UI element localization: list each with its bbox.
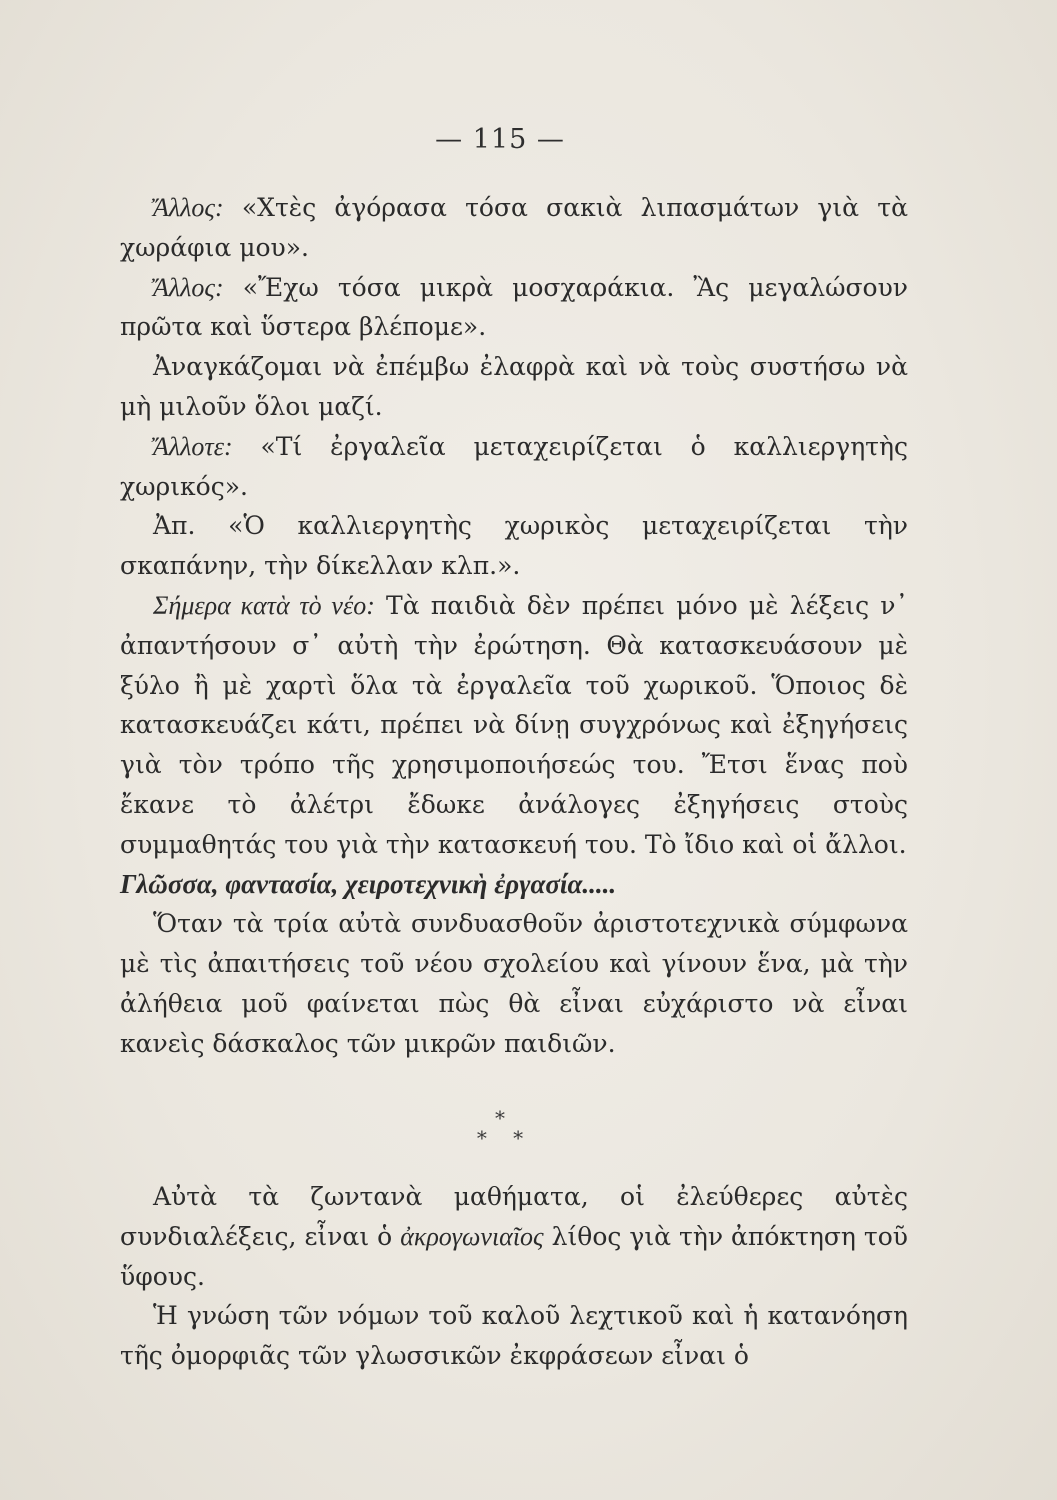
paragraph-text: Ἀπ. «Ὁ καλλιεργητὴς χωρικὸς μεταχειρίζεται τὴν σκαπάνην, τὴν δίκελλαν κλπ.». xyxy=(120,511,908,581)
page-number: — 115 — xyxy=(435,124,565,155)
paragraph-text: «Τί ἐργαλεῖα μεταχειρίζεται ὁ καλλιεργητὴς χωρικός». xyxy=(120,431,908,501)
asterism-top: * xyxy=(495,1106,505,1130)
paragraph-text: Ἀναγκάζομαι νὰ ἐπέμβω ἐλαφρὰ καὶ νὰ τοὺς συστήσω νὰ μὴ μιλοῦν ὅλοι μαζί. xyxy=(120,352,908,421)
paragraph-text: «Ἔχω τόσα μικρὰ μοσχαράκια. Ἂς μεγαλώσουν πρῶτα καὶ ὕστερα βλέπομε». xyxy=(120,272,908,342)
paragraph xyxy=(120,506,908,586)
emphasis-text: Γλῶσσα, φαντασία, χειροτεχνικὴ ἐργασία..... xyxy=(120,868,617,899)
speaker-label: Σήμερα κατὰ τὸ νέο: xyxy=(153,590,375,620)
paragraph xyxy=(120,188,908,268)
italic-word: ἀκρογωνιαῖος xyxy=(400,1221,544,1251)
section-divider-asterism xyxy=(0,1108,1000,1148)
paragraph-text: «Χτὲς ἀγόρασα τόσα σακιὰ λιπασμάτων γιὰ τὰ χωράφια μου». xyxy=(120,193,908,262)
closing-paragraph: Ὅταν τὰ τρία αὐτὰ συνδυασθοῦν ἀριστοτεχνικὰ σύμφωνα μὲ τὶς ἀπαιτήσεις τοῦ νέου σχολείου καὶ γίνουν ἕνα, μὰ τὴν ἀλήθεια μοῦ φαίνεται πὼς θὰ εἶναι εὐχάριστο νὰ εἶναι κανεὶς δάσκαλος τῶν μικρῶν παιδιῶν. xyxy=(120,909,908,1058)
paragraph xyxy=(120,268,908,348)
paragraph xyxy=(120,427,908,507)
speaker-label: Ἄλλος: xyxy=(153,193,224,222)
emphasis-line xyxy=(120,865,908,905)
paragraph xyxy=(120,347,908,427)
paragraph xyxy=(120,586,908,865)
section-two-text-block xyxy=(120,1177,908,1376)
speaker-label: Ἄλλοτε: xyxy=(153,431,233,461)
paragraph-text: Αὐτὰ τὰ ζωντανὰ μαθήματα, οἱ ἐλεύθερες αὐτὲς συνδιαλέξεις, εἶναι ὁ xyxy=(120,1182,908,1251)
paragraph-text: Τὰ παιδιὰ δὲν πρέπει μόνο μὲ λέξεις ν᾿ ἀπαντήσουν σ᾿ αὐτὴ τὴν ἐρώτηση. Θὰ κατασκευάσουν μὲ ξύλο ἢ μὲ χαρτὶ ὅλα τὰ ἐργαλεῖα τοῦ χωρικοῦ. Ὅποιος δὲ κατασκευάζει κάτι, πρέπει νὰ δίνῃ συγχρόνως καὶ ἐξηγήσεις γιὰ τὸν τρόπο τῆς χρησιμοποιήσεώς του. Ἔτσι ἕνας ποὺ ἔκανε τὸ ἀλέτρι ἔδωκε ἀνάλογες ἐξηγήσεις στοὺς συμμαθητάς του γιὰ τὴν κατασκευή του. Τὸ ἴδιο καὶ οἱ ἄλλοι. xyxy=(120,590,908,859)
main-text-block xyxy=(120,188,908,1064)
paragraph: Ἡ γνώση τῶν νόμων τοῦ καλοῦ λεχτικοῦ καὶ ἡ κατανόηση τῆς ὀμορφιᾶς τῶν γλωσσικῶν ἐκφράσεων εἶναι ὁ xyxy=(120,1301,908,1371)
asterism-bottom: * * xyxy=(476,1126,534,1150)
speaker-label: Ἄλλος: xyxy=(153,272,224,302)
paragraph xyxy=(120,1177,908,1296)
paragraph-text: λίθος γιὰ τὴν ἀπόκτηση τοῦ ὕφους. xyxy=(120,1221,908,1291)
